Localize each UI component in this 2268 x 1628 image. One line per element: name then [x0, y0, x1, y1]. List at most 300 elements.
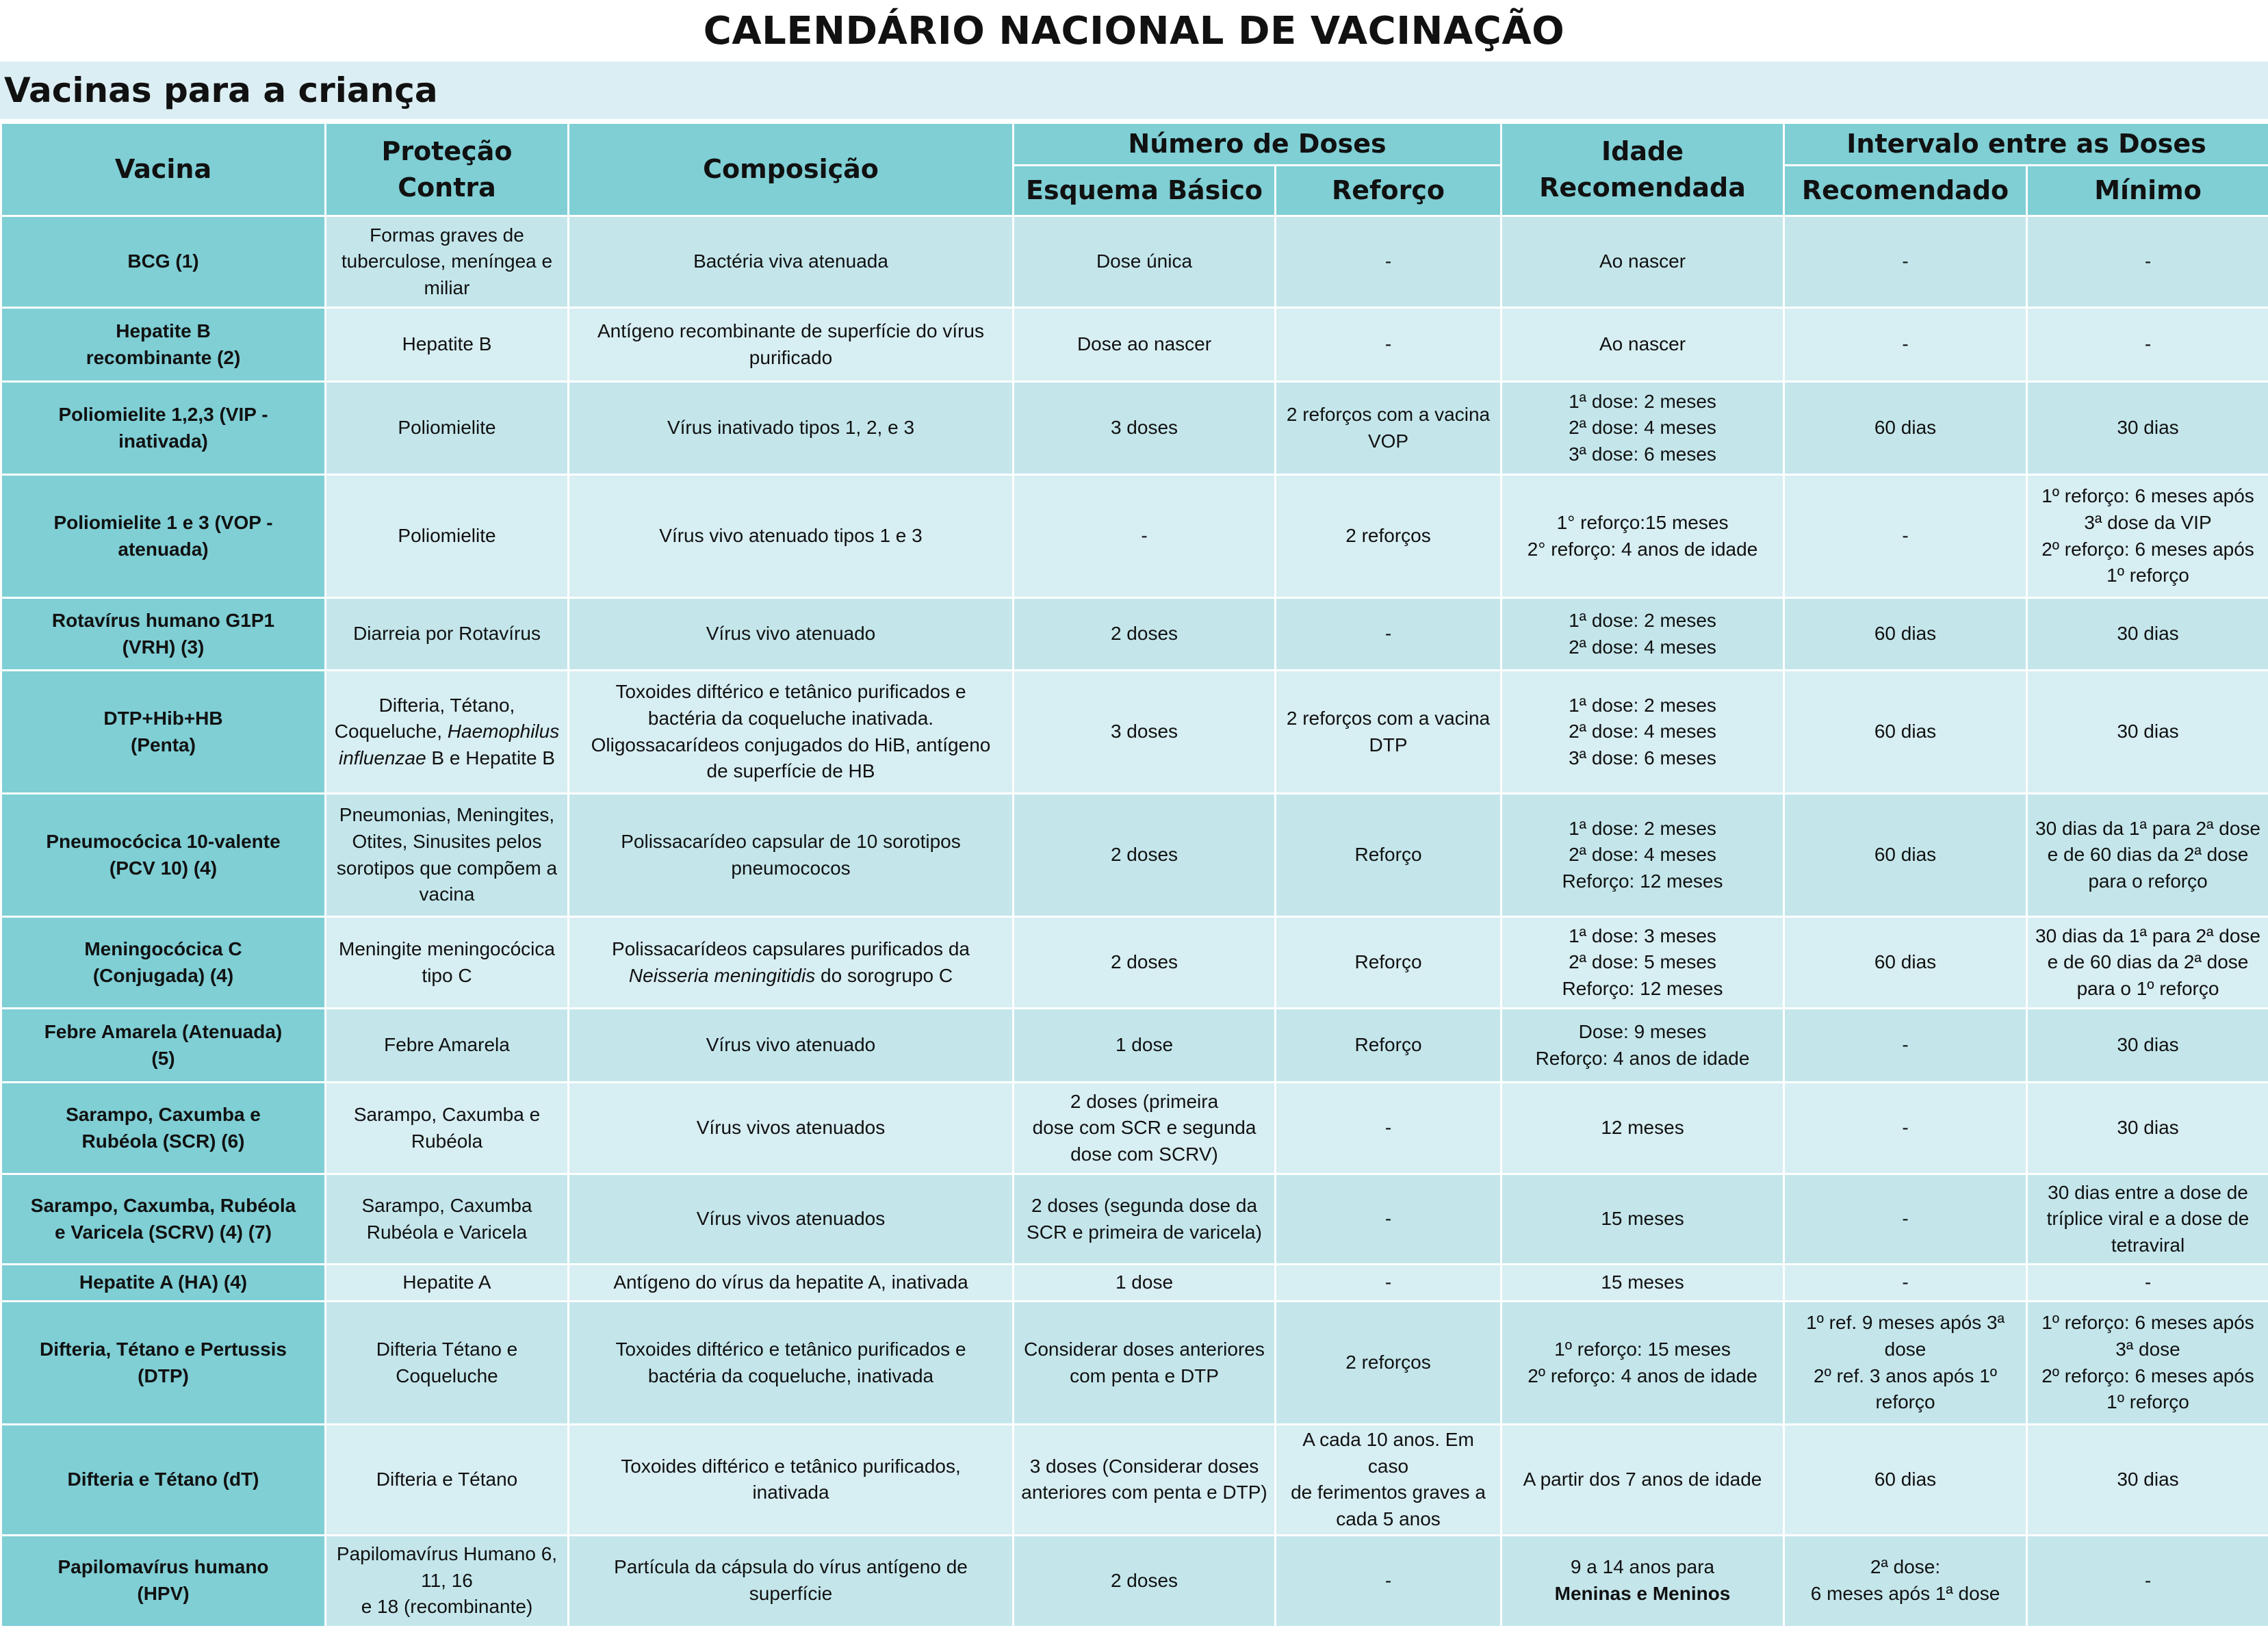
cell-line: - [1282, 1568, 1495, 1594]
cell-line: 30 dias [2033, 621, 2263, 647]
cell-line: e de 60 dias da 2ª dose [2033, 949, 2263, 976]
cell-line: 60 dias [1790, 1467, 2020, 1493]
cell-recomendado [1784, 598, 2027, 671]
cell-line: 2 doses [1020, 842, 1269, 868]
cell-vacina [1, 1174, 326, 1265]
cell-vacina [1, 1009, 326, 1083]
cell-line: 30 dias [2033, 719, 2263, 745]
cell-protecao [326, 308, 569, 382]
cell-line: - [1790, 1032, 2020, 1059]
cell-line: Partícula da cápsula do vírus antígeno de [575, 1554, 1007, 1581]
cell-line: 1º reforço: 6 meses após [2033, 483, 2263, 510]
cell-protecao [326, 216, 569, 308]
cell-minimo [2027, 598, 2268, 671]
table-body [1, 216, 2268, 1627]
cell-esquema [1014, 1535, 1276, 1627]
cell-protecao [326, 671, 569, 794]
cell-esquema [1014, 671, 1276, 794]
cell-vacina [1, 382, 326, 475]
cell-line: 2 doses [1020, 621, 1269, 647]
cell-idade [1502, 1083, 1784, 1174]
cell-line: Reforço: 4 anos de idade [1508, 1046, 1777, 1072]
table-row [1, 1302, 2268, 1425]
cell-minimo [2027, 671, 2268, 794]
cell-line: bactéria da coqueluche, inativada [575, 1363, 1007, 1390]
cell-reforco [1276, 1425, 1502, 1536]
cell-line: 2ª dose: 4 meses [1508, 842, 1777, 868]
cell-line: Meninas e Meninos [1508, 1581, 1777, 1607]
section-title: Vacinas para a criança [0, 62, 2268, 122]
cell-line: tuberculose, meníngea e [332, 248, 562, 275]
cell-idade [1502, 1009, 1784, 1083]
cell-vacina [1, 475, 326, 598]
cell-recomendado [1784, 1083, 2027, 1174]
cell-composicao [569, 598, 1014, 671]
cell-line: 2º reforço: 6 meses após [2033, 1363, 2263, 1390]
cell-line: purificado [575, 345, 1007, 372]
cell-esquema [1014, 917, 1276, 1009]
cell-vacina [1, 598, 326, 671]
cell-line: Reforço: 12 meses [1508, 868, 1777, 895]
cell-line: - [1790, 523, 2020, 550]
cell-minimo [2027, 1009, 2268, 1083]
cell-idade [1502, 216, 1784, 308]
cell-recomendado [1784, 308, 2027, 382]
cell-line: - [2033, 1269, 2263, 1296]
cell-line: Neisseria meningitidis do sorogrupo C [575, 963, 1007, 990]
cell-recomendado [1784, 794, 2027, 917]
cell-line: 2 reforços [1282, 523, 1495, 550]
cell-line: pneumococos [575, 855, 1007, 882]
table-row [1, 1174, 2268, 1265]
cell-line: Hepatite B [332, 331, 562, 358]
cell-recomendado [1784, 1009, 2027, 1083]
cell-line: A cada 10 anos. Em caso [1282, 1427, 1495, 1480]
table-row [1, 1425, 2268, 1536]
cell-line: anteriores com penta e DTP) [1020, 1480, 1269, 1506]
cell-line: DTP [1282, 732, 1495, 759]
cell-line: 3 doses [1020, 719, 1269, 745]
cell-line: Dose ao nascer [1020, 331, 1269, 358]
cell-line: 60 dias [1790, 621, 2020, 647]
cell-line: 2 doses (primeira [1020, 1089, 1269, 1115]
cell-line: 1ª dose: 2 meses [1508, 693, 1777, 719]
cell-line: 30 dias [2033, 1032, 2263, 1059]
cell-line: - [1282, 1269, 1495, 1296]
cell-line: Toxoides diftérico e tetânico purificados e [575, 679, 1007, 706]
cell-line: (VRH) (3) [8, 634, 319, 661]
cell-line: Antígeno do vírus da hepatite A, inativada [575, 1269, 1007, 1296]
cell-line: 2º reforço: 4 anos de idade [1508, 1363, 1777, 1390]
header-vacina: Vacina [1, 123, 326, 216]
cell-line: Hepatite B [8, 318, 319, 345]
cell-line: 60 dias [1790, 415, 2020, 441]
cell-esquema [1014, 1009, 1276, 1083]
cell-esquema [1014, 1265, 1276, 1302]
cell-reforco [1276, 382, 1502, 475]
cell-line: Coqueluche [332, 1363, 562, 1390]
cell-recomendado [1784, 917, 2027, 1009]
cell-composicao [569, 1302, 1014, 1425]
header-intervalo: Intervalo entre as Doses [1784, 123, 2268, 166]
cell-reforco [1276, 1009, 1502, 1083]
cell-idade [1502, 671, 1784, 794]
cell-line: 3 doses [1020, 415, 1269, 441]
cell-minimo [2027, 1302, 2268, 1425]
header-numero-doses: Número de Doses [1014, 123, 1502, 166]
cell-line: Reforço [1282, 842, 1495, 868]
cell-line: Otites, Sinusites pelos [332, 829, 562, 855]
cell-line: Difteria, Tétano, [332, 693, 562, 719]
cell-line: inativada [575, 1480, 1007, 1506]
cell-line: - [1282, 331, 1495, 358]
cell-line: 2 reforços com a vacina [1282, 706, 1495, 732]
cell-line: Hepatite A [332, 1269, 562, 1296]
cell-line: Oligossacarídeos conjugados do HiB, antígeno [575, 732, 1007, 759]
cell-composicao [569, 917, 1014, 1009]
cell-line: 60 dias [1790, 719, 2020, 745]
table-row [1, 475, 2268, 598]
cell-line: 30 dias da 1ª para 2ª dose [2033, 816, 2263, 842]
cell-line: 30 dias [2033, 415, 2263, 441]
cell-line: - [2033, 1568, 2263, 1594]
cell-line: Febre Amarela [332, 1032, 562, 1059]
cell-line: Antígeno recombinante de superfície do vírus [575, 318, 1007, 345]
vaccination-table [0, 122, 2268, 1628]
cell-composicao [569, 1174, 1014, 1265]
cell-line: 1º reforço [2033, 563, 2263, 589]
cell-line: Reforço [1282, 949, 1495, 976]
header-minimo: Mínimo [2027, 166, 2268, 216]
cell-minimo [2027, 308, 2268, 382]
cell-line: Difteria e Tétano [332, 1467, 562, 1493]
cell-line: 15 meses [1508, 1206, 1777, 1232]
cell-protecao [326, 1083, 569, 1174]
cell-line: 30 dias [2033, 1467, 2263, 1493]
cell-line: 2º ref. 3 anos após 1º [1790, 1363, 2020, 1390]
cell-line: Pneumocócica 10-valente [8, 829, 319, 855]
cell-line: 60 dias [1790, 949, 2020, 976]
cell-line: 1° reforço:15 meses [1508, 510, 1777, 537]
cell-line: Sarampo, Caxumba, Rubéola [8, 1193, 319, 1219]
cell-esquema [1014, 1425, 1276, 1536]
cell-line: - [1790, 1206, 2020, 1232]
cell-idade [1502, 1265, 1784, 1302]
cell-line: dose com SCR e segunda [1020, 1115, 1269, 1141]
cell-composicao [569, 794, 1014, 917]
cell-protecao [326, 1009, 569, 1083]
cell-line: Rubéola e Varicela [332, 1219, 562, 1246]
cell-composicao [569, 671, 1014, 794]
cell-reforco [1276, 216, 1502, 308]
cell-line: - [2033, 248, 2263, 275]
cell-line: 3ª dose: 6 meses [1508, 441, 1777, 468]
cell-recomendado [1784, 1265, 2027, 1302]
cell-line: - [1790, 1269, 2020, 1296]
cell-esquema [1014, 382, 1276, 475]
cell-composicao [569, 475, 1014, 598]
cell-protecao [326, 382, 569, 475]
cell-line: Toxoides diftérico e tetânico purificados e [575, 1336, 1007, 1363]
cell-line: A partir dos 7 anos de idade [1508, 1467, 1777, 1493]
cell-line: cada 5 anos [1282, 1506, 1495, 1533]
table-row [1, 382, 2268, 475]
cell-line: - [1790, 248, 2020, 275]
cell-line: atenuada) [8, 537, 319, 563]
cell-idade [1502, 382, 1784, 475]
cell-line: 2ª dose: 5 meses [1508, 949, 1777, 976]
cell-recomendado [1784, 671, 2027, 794]
cell-line: tetraviral [2033, 1232, 2263, 1259]
cell-vacina [1, 1083, 326, 1174]
cell-line: Reforço [1282, 1032, 1495, 1059]
header-idade: Idade Recomendada [1502, 123, 1784, 216]
cell-idade [1502, 308, 1784, 382]
cell-line: Rubéola [332, 1128, 562, 1155]
table-row [1, 598, 2268, 671]
header-recomendado: Recomendado [1784, 166, 2027, 216]
cell-line: Meningocócica C [8, 936, 319, 963]
cell-line: 15 meses [1508, 1269, 1777, 1296]
cell-line: SCR e primeira de varicela) [1020, 1219, 1269, 1246]
cell-line: - [1282, 1206, 1495, 1232]
cell-line: Reforço: 12 meses [1508, 976, 1777, 1003]
cell-composicao [569, 216, 1014, 308]
cell-line: 2ª dose: [1790, 1554, 2020, 1581]
cell-line: (DTP) [8, 1363, 319, 1390]
cell-minimo [2027, 794, 2268, 917]
cell-esquema [1014, 475, 1276, 598]
cell-line: 9 a 14 anos para [1508, 1554, 1777, 1581]
cell-vacina [1, 1425, 326, 1536]
cell-minimo [2027, 475, 2268, 598]
cell-recomendado [1784, 1174, 2027, 1265]
cell-line: Dose: 9 meses [1508, 1019, 1777, 1046]
cell-line: e de 60 dias da 2ª dose [2033, 842, 2263, 868]
table-row [1, 794, 2268, 917]
cell-line: 1º ref. 9 meses após 3ª [1790, 1310, 2020, 1336]
cell-minimo [2027, 1174, 2268, 1265]
cell-minimo [2027, 216, 2268, 308]
cell-protecao [326, 1174, 569, 1265]
cell-line: 1ª dose: 3 meses [1508, 923, 1777, 950]
cell-recomendado [1784, 475, 2027, 598]
cell-line: 3ª dose da VIP [2033, 510, 2263, 537]
cell-line: 2º reforço: 6 meses após [2033, 537, 2263, 563]
cell-line: Febre Amarela (Atenuada) [8, 1019, 319, 1046]
cell-line: (HPV) [8, 1581, 319, 1607]
cell-vacina [1, 1302, 326, 1425]
cell-line: Papilomavírus Humano 6, [332, 1541, 562, 1568]
cell-recomendado [1784, 1425, 2027, 1536]
cell-esquema [1014, 216, 1276, 308]
cell-idade [1502, 1302, 1784, 1425]
cell-line: de ferimentos graves a [1282, 1480, 1495, 1506]
cell-line: e Varicela (SCRV) (4) (7) [8, 1219, 319, 1246]
cell-composicao [569, 382, 1014, 475]
cell-line: inativada) [8, 428, 319, 455]
cell-line: 2 reforços com a vacina [1282, 402, 1495, 428]
cell-line: VOP [1282, 428, 1495, 455]
cell-vacina [1, 216, 326, 308]
cell-line: Poliomielite [332, 415, 562, 441]
cell-line: reforço [1790, 1389, 2020, 1416]
cell-line: Poliomielite [332, 523, 562, 550]
cell-reforco [1276, 671, 1502, 794]
cell-esquema [1014, 1174, 1276, 1265]
page-title: CALENDÁRIO NACIONAL DE VACINAÇÃO [0, 0, 2268, 62]
header-composicao: Composição [569, 123, 1014, 216]
cell-line: 1 dose [1020, 1269, 1269, 1296]
table-row [1, 308, 2268, 382]
cell-minimo [2027, 382, 2268, 475]
cell-esquema [1014, 1083, 1276, 1174]
cell-line: Difteria, Tétano e Pertussis [8, 1336, 319, 1363]
cell-line: Ao nascer [1508, 331, 1777, 358]
cell-line: 60 dias [1790, 842, 2020, 868]
cell-composicao [569, 1083, 1014, 1174]
cell-line: - [1282, 1115, 1495, 1141]
table-row [1, 1535, 2268, 1627]
cell-line: bactéria da coqueluche inativada. [575, 706, 1007, 732]
cell-esquema [1014, 598, 1276, 671]
cell-reforco [1276, 308, 1502, 382]
cell-vacina [1, 1265, 326, 1302]
cell-line: - [1790, 331, 2020, 358]
cell-line: 3 doses (Considerar doses [1020, 1453, 1269, 1480]
cell-line: Papilomavírus humano [8, 1554, 319, 1581]
cell-recomendado [1784, 216, 2027, 308]
cell-line: Rubéola (SCR) (6) [8, 1128, 319, 1155]
cell-line: 2° reforço: 4 anos de idade [1508, 537, 1777, 563]
header-reforco: Reforço [1276, 166, 1502, 216]
cell-line: Sarampo, Caxumba e [332, 1102, 562, 1128]
cell-line: Vírus vivos atenuados [575, 1115, 1007, 1141]
cell-line: Ao nascer [1508, 248, 1777, 275]
cell-vacina [1, 1535, 326, 1627]
cell-minimo [2027, 1083, 2268, 1174]
cell-line: 1º reforço [2033, 1389, 2263, 1416]
cell-line: Polissacarídeo capsular de 10 sorotipos [575, 829, 1007, 855]
cell-line: Formas graves de [332, 222, 562, 249]
cell-protecao [326, 1302, 569, 1425]
cell-line: Vírus vivo atenuado [575, 621, 1007, 647]
cell-composicao [569, 1425, 1014, 1536]
cell-line: 1ª dose: 2 meses [1508, 608, 1777, 634]
cell-line: - [1282, 621, 1495, 647]
cell-protecao [326, 598, 569, 671]
cell-line: 30 dias da 1ª para 2ª dose [2033, 923, 2263, 950]
cell-line: com penta e DTP [1020, 1363, 1269, 1390]
cell-vacina [1, 917, 326, 1009]
cell-line: 6 meses após 1ª dose [1790, 1581, 2020, 1607]
cell-line: 12 meses [1508, 1115, 1777, 1141]
cell-line: 3ª dose [2033, 1336, 2263, 1363]
table-row [1, 1009, 2268, 1083]
cell-esquema [1014, 308, 1276, 382]
header-protecao: Proteção Contra [326, 123, 569, 216]
cell-line: Vírus vivo atenuado [575, 1032, 1007, 1059]
table-row [1, 1083, 2268, 1174]
cell-protecao [326, 1425, 569, 1536]
cell-reforco [1276, 475, 1502, 598]
cell-line: 2 doses [1020, 949, 1269, 976]
cell-line: Vírus inativado tipos 1, 2, e 3 [575, 415, 1007, 441]
cell-line: DTP+Hib+HB [8, 706, 319, 732]
cell-line: (Conjugada) (4) [8, 963, 319, 990]
cell-idade [1502, 1174, 1784, 1265]
cell-line: 1 dose [1020, 1032, 1269, 1059]
cell-idade [1502, 475, 1784, 598]
cell-line: 2 doses (segunda dose da [1020, 1193, 1269, 1219]
cell-reforco [1276, 1083, 1502, 1174]
cell-line: superfície [575, 1581, 1007, 1607]
cell-line: Difteria e Tétano (dT) [8, 1467, 319, 1493]
cell-composicao [569, 1265, 1014, 1302]
cell-line: 1ª dose: 2 meses [1508, 389, 1777, 415]
cell-reforco [1276, 917, 1502, 1009]
cell-line: de superfície de HB [575, 758, 1007, 785]
cell-composicao [569, 1535, 1014, 1627]
cell-line: Poliomielite 1,2,3 (VIP - [8, 402, 319, 428]
cell-minimo [2027, 917, 2268, 1009]
cell-line: Hepatite A (HA) (4) [8, 1269, 319, 1296]
cell-vacina [1, 794, 326, 917]
cell-line: vacina [332, 881, 562, 908]
cell-esquema [1014, 1302, 1276, 1425]
cell-line: Considerar doses anteriores [1020, 1336, 1269, 1363]
cell-line: influenzae B e Hepatite B [332, 745, 562, 772]
cell-line: Vírus vivos atenuados [575, 1206, 1007, 1232]
cell-line: Poliomielite 1 e 3 (VOP - [8, 510, 319, 537]
cell-esquema [1014, 794, 1276, 917]
cell-line: sorotipos que compõem a [332, 855, 562, 882]
cell-line: Meningite meningocócica [332, 936, 562, 963]
cell-composicao [569, 308, 1014, 382]
cell-line: 2 doses [1020, 1568, 1269, 1594]
cell-line: 30 dias [2033, 1115, 2263, 1141]
cell-minimo [2027, 1265, 2268, 1302]
cell-line: para o 1º reforço [2033, 976, 2263, 1003]
cell-minimo [2027, 1535, 2268, 1627]
cell-line: para o reforço [2033, 868, 2263, 895]
cell-recomendado [1784, 1535, 2027, 1627]
cell-line: dose com SCRV) [1020, 1141, 1269, 1168]
cell-line: Bactéria viva atenuada [575, 248, 1007, 275]
cell-reforco [1276, 1302, 1502, 1425]
cell-vacina [1, 308, 326, 382]
cell-line: 1º reforço: 6 meses após [2033, 1310, 2263, 1336]
cell-vacina [1, 671, 326, 794]
cell-line: Sarampo, Caxumba e [8, 1102, 319, 1128]
cell-line: tipo C [332, 963, 562, 990]
cell-line: dose [1790, 1336, 2020, 1363]
cell-line: 3ª dose: 6 meses [1508, 745, 1777, 772]
cell-line: 1º reforço: 15 meses [1508, 1336, 1777, 1363]
cell-recomendado [1784, 1302, 2027, 1425]
cell-idade [1502, 1535, 1784, 1627]
table-row [1, 671, 2268, 794]
cell-protecao [326, 794, 569, 917]
cell-line: 11, 16 [332, 1568, 562, 1594]
cell-reforco [1276, 1174, 1502, 1265]
cell-line: 2 reforços [1282, 1349, 1495, 1376]
cell-line: (Penta) [8, 732, 319, 759]
cell-composicao [569, 1009, 1014, 1083]
cell-line: - [1020, 523, 1269, 550]
cell-line: Rotavírus humano G1P1 [8, 608, 319, 634]
table-row [1, 917, 2268, 1009]
